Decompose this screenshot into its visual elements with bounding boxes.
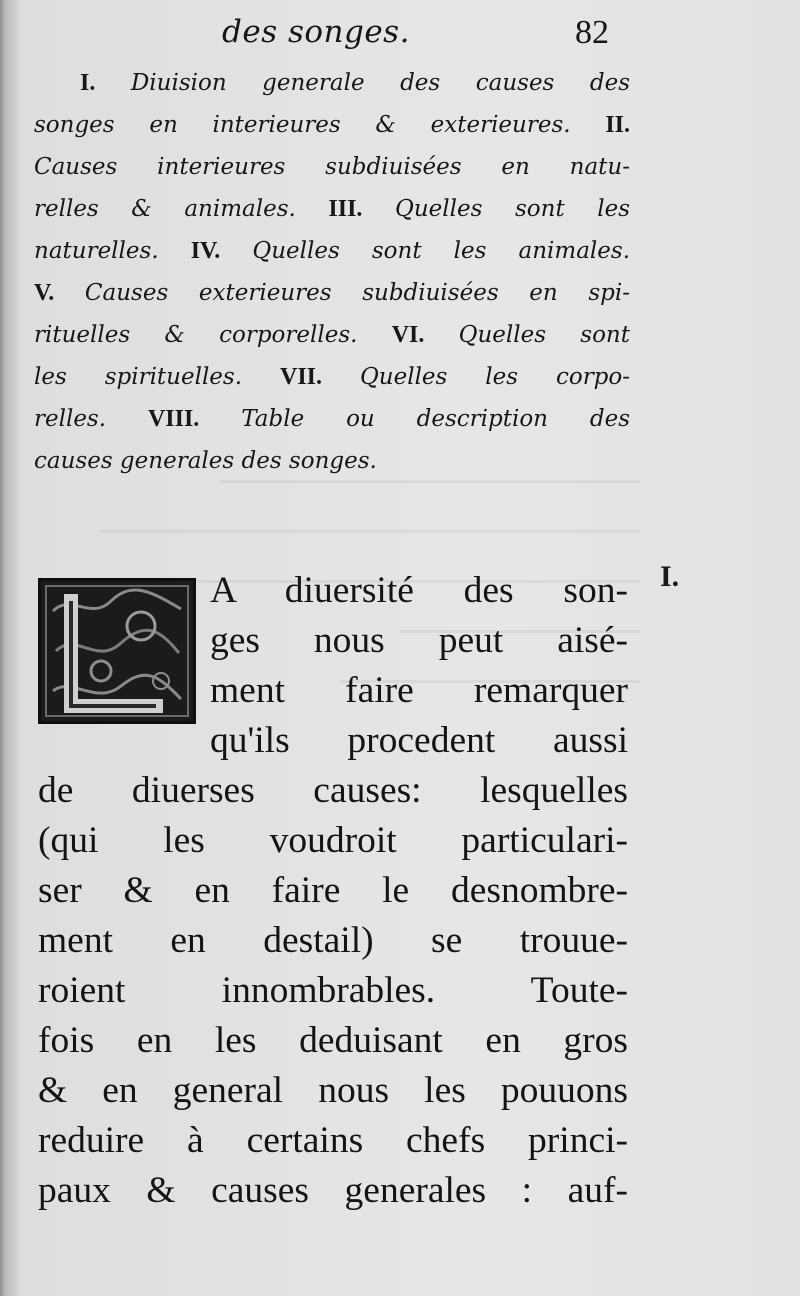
summary-line-text: les spirituelles. — [34, 364, 243, 390]
page-number: 82 — [575, 14, 609, 51]
body-line: ment faire remarquer — [210, 670, 628, 711]
summary-line-text: Causes exterieures subdiuisées en spi- — [84, 280, 631, 306]
summary-line-tail: Quelles les corpo- — [359, 364, 631, 390]
running-header — [0, 14, 800, 64]
summary-line-text: Diuision generale des causes des — [130, 70, 630, 96]
section-numeral: V. — [34, 280, 55, 306]
summary-line — [34, 104, 630, 146]
summary-line-text: causes generales des songes. — [34, 448, 377, 474]
section-numeral: VIII. — [147, 406, 200, 432]
body-line: paux & causes generales : auf- — [38, 1170, 628, 1211]
summary-line — [34, 314, 630, 356]
summary-line — [34, 440, 630, 482]
body-line: de diuerses causes: lesquelles — [38, 770, 628, 811]
summary-line — [34, 230, 630, 272]
body-line: ment en destail) se trouue- — [38, 920, 628, 961]
summary-line — [34, 398, 630, 440]
section-numeral: VI. — [391, 322, 425, 348]
summary-line-text: Causes interieures subdiuisées en natu- — [34, 154, 630, 180]
body-line: fois en les deduisant en gros — [38, 1020, 628, 1061]
summary-line — [34, 62, 630, 104]
summary-line-tail: Table ou description des — [241, 406, 631, 432]
section-numeral: I. — [80, 70, 96, 96]
margin-section-number: I. — [660, 560, 680, 593]
body-line: (qui les voudroit particulari- — [38, 820, 628, 861]
chapter-summary — [34, 62, 630, 482]
summary-line — [34, 272, 630, 314]
summary-line — [34, 146, 630, 188]
summary-line-text: songes en interieures & exterieures. — [34, 112, 571, 138]
section-numeral: II. — [605, 112, 630, 138]
summary-line — [34, 356, 630, 398]
body-line: roient innombrables. Toute- — [38, 970, 628, 1011]
section-numeral: IV. — [190, 238, 221, 264]
running-title: des songes. — [222, 14, 410, 50]
summary-line-text: relles. — [34, 406, 107, 432]
body-line: qu'ils procedent aussi — [210, 720, 628, 761]
body-line: ser & en faire le desnombre- — [38, 870, 628, 911]
section-numeral: VII. — [279, 364, 322, 390]
body-line: & en general nous les pouuons — [38, 1070, 628, 1111]
summary-line — [34, 188, 630, 230]
summary-line-tail: Quelles sont les — [395, 196, 631, 222]
body-text — [38, 566, 628, 1216]
summary-line-tail: Quelles sont les animales. — [252, 238, 631, 264]
summary-line-text: rituelles & corporelles. — [34, 322, 358, 348]
summary-line-text: relles & animales. — [34, 196, 296, 222]
summary-line-text: naturelles. — [34, 238, 159, 264]
section-numeral: III. — [328, 196, 363, 222]
summary-line-tail: Quelles sont — [458, 322, 630, 348]
body-line: ges nous peut aisé- — [210, 620, 628, 661]
body-line: reduire à certains chefs princi- — [38, 1120, 628, 1161]
body-line: A diuersité des son- — [210, 570, 628, 611]
